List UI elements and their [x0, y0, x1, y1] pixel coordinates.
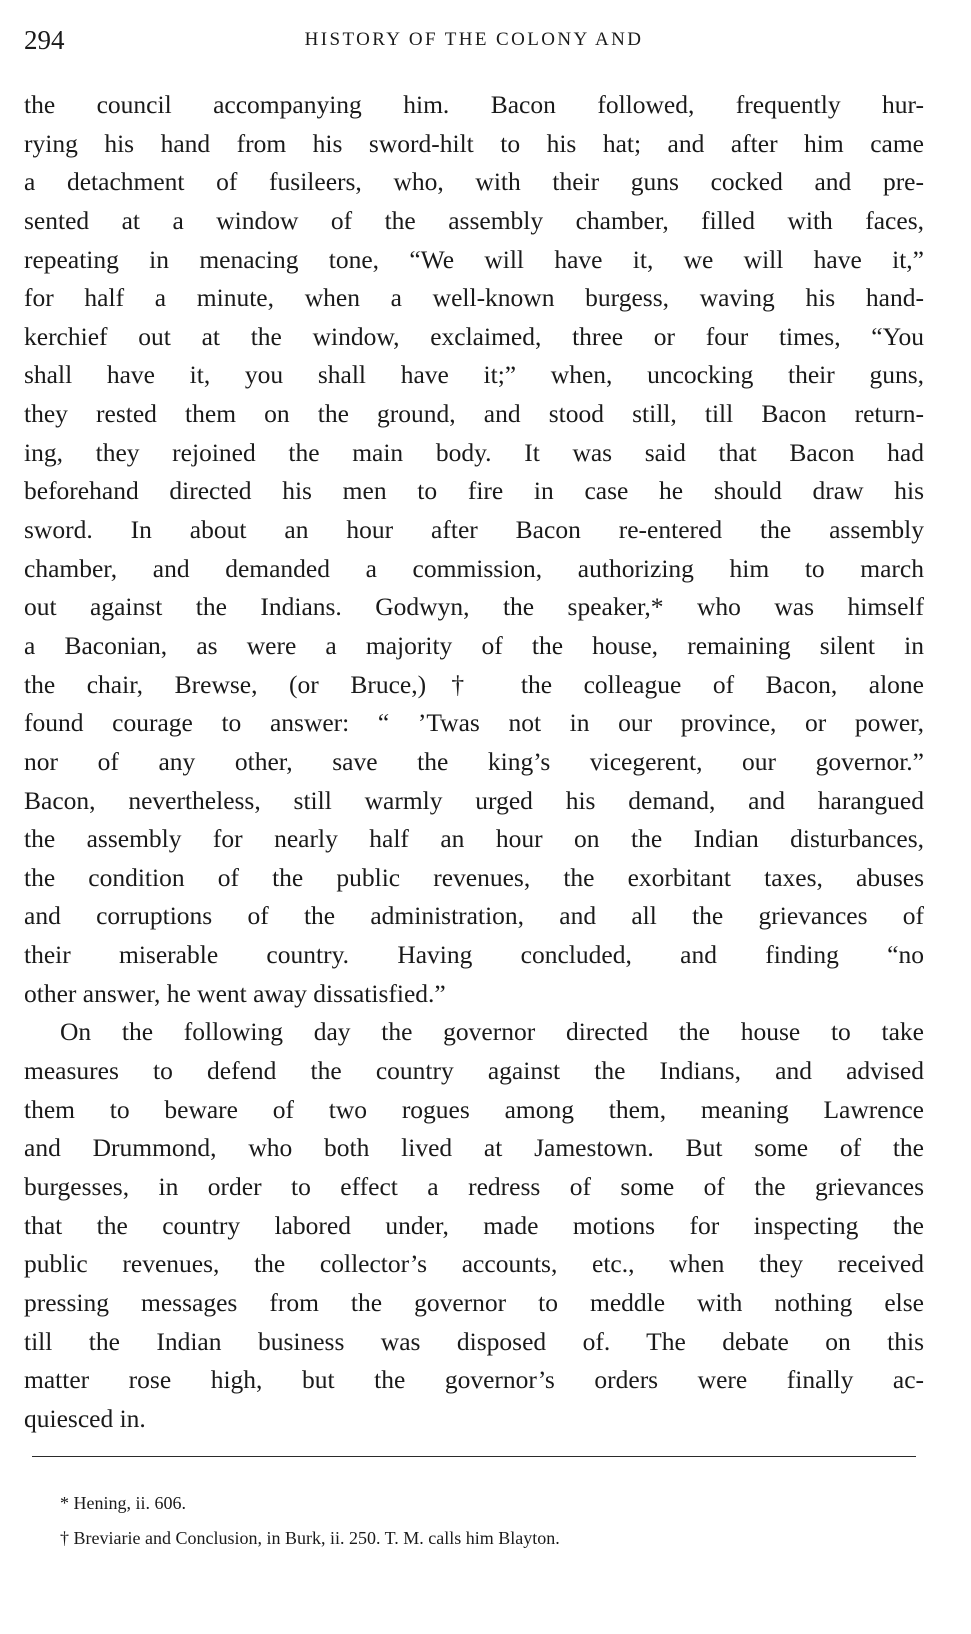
footnote-hening: * Hening, ii. 606. — [60, 1493, 186, 1513]
text-line: and corruptions of the administration, and all the grievances of — [24, 901, 924, 931]
text-line: ing, they rejoined the main body. It was said that Bacon had — [24, 437, 924, 467]
text-line: kerchief out at the window, exclaimed, three or four times, “You — [24, 321, 924, 351]
text-line: On the following day the governor directed the house to take — [60, 1017, 924, 1047]
page-number: 294 — [24, 25, 65, 55]
text-line: sented at a window of the assembly chamber, filled with faces, — [24, 205, 924, 235]
text-line: for half a minute, when a well-known burgess, waving his hand- — [24, 283, 924, 313]
text-line: shall have it, you shall have it;” when, uncocking their guns, — [24, 360, 924, 390]
footnote-divider — [32, 1456, 916, 1457]
text-line: till the Indian business was disposed of. The debate on this — [24, 1326, 924, 1356]
text-line: them to beware of two rogues among them, meaning Lawrence — [24, 1094, 924, 1124]
text-line: quiesced in. — [24, 1403, 146, 1433]
page-header — [24, 20, 924, 60]
text-line: public revenues, the collector’s accounts, etc., when they received — [24, 1249, 924, 1279]
text-line: the council accompanying him. Bacon followed, frequently hur- — [24, 90, 924, 119]
text-line: the condition of the public revenues, the exorbitant taxes, abuses — [24, 862, 924, 892]
text-line: sword. In about an hour after Bacon re-entered the assembly — [24, 515, 924, 545]
text-line: burgesses, in order to effect a redress of some of the grievances — [24, 1171, 924, 1201]
text-line: other answer, he went away dissatisfied.” — [24, 978, 446, 1008]
text-line: nor of any other, save the king’s vicegerent, our governor.” — [24, 746, 924, 776]
text-line: out against the Indians. Godwyn, the speaker,* who was himself — [24, 592, 924, 622]
text-line: they rested them on the ground, and stood still, till Bacon return- — [24, 399, 924, 429]
text-line: and Drummond, who both lived at Jamestown. But some of the — [24, 1133, 924, 1163]
text-line: found courage to answer: “ ’Twas not in our province, or power, — [24, 708, 924, 738]
text-line: Bacon, nevertheless, still warmly urged his demand, and harangued — [24, 785, 924, 815]
text-line: measures to defend the country against the Indians, and advised — [24, 1056, 924, 1086]
book-page — [24, 0, 924, 1634]
text-line: rying his hand from his sword-hilt to his hat; and after him came — [24, 128, 924, 158]
text-line: matter rose high, but the governor’s orders were finally ac- — [24, 1365, 924, 1395]
running-head: HISTORY OF THE COLONY AND — [304, 29, 644, 50]
text-line: the assembly for nearly half an hour on the Indian disturbances, — [24, 824, 924, 854]
text-line: pressing messages from the governor to meddle with nothing else — [24, 1287, 924, 1317]
text-line: chamber, and demanded a commission, authorizing him to march — [24, 553, 924, 583]
text-line: a Baconian, as were a majority of the house, remaining silent in — [24, 630, 924, 660]
text-line: the chair, Brewse, (or Bruce,)† the colleague of Bacon, alone — [24, 669, 924, 699]
text-line: their miserable country. Having concluded, and finding “no — [24, 940, 924, 970]
footnote-breviarie: † Breviarie and Conclusion, in Burk, ii. 250. T. M. calls him Blayton. — [60, 1528, 560, 1548]
text-line: repeating in menacing tone, “We will have it, we will have it,” — [24, 244, 924, 274]
body-text — [24, 86, 924, 1438]
text-line: that the country labored under, made motions for inspecting the — [24, 1210, 924, 1240]
footnotes — [60, 1486, 910, 1556]
text-line: beforehand directed his men to fire in case he should draw his — [24, 476, 924, 506]
text-line: a detachment of fusileers, who, with their guns cocked and pre- — [24, 167, 924, 197]
